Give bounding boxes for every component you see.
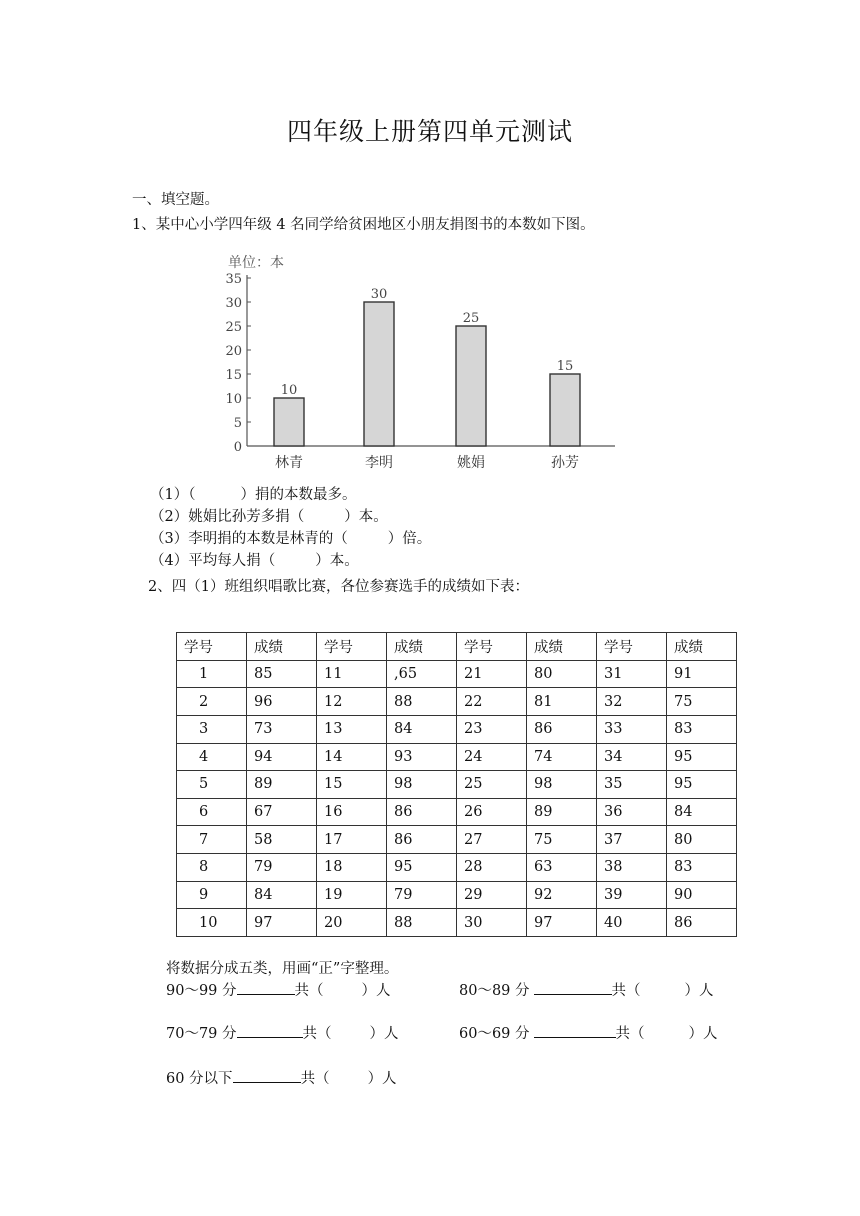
table-cell: 86	[387, 798, 457, 826]
table-cell: 18	[317, 854, 387, 882]
table-cell: 86	[667, 909, 737, 937]
table-cell: 98	[527, 771, 597, 799]
table-cell: 24	[457, 743, 527, 771]
table-cell: 58	[247, 826, 317, 854]
table-header-cell: 成绩	[247, 633, 317, 661]
tally-group-60-69: 60～69 分 共（ ）人	[459, 1022, 718, 1043]
table-cell: 25	[457, 771, 527, 799]
table-row	[177, 881, 737, 909]
table-cell: 67	[247, 798, 317, 826]
score-table	[176, 632, 737, 937]
table-cell: 35	[597, 771, 667, 799]
table-cell: 83	[667, 854, 737, 882]
page-title: 四年级上册第四单元测试	[286, 117, 573, 146]
bar-data-label: 10	[280, 383, 298, 398]
table-cell: 38	[597, 854, 667, 882]
table-row	[177, 854, 737, 882]
table-cell: 10	[177, 909, 247, 937]
table-cell: 32	[597, 688, 667, 716]
question-1-stem: 1、某中心小学四年级 4 名同学给贫困地区小朋友捐图书的本数如下图。	[132, 217, 595, 233]
table-cell: 30	[457, 909, 527, 937]
tally-group-below-60: 60 分以下 共（ ）人	[166, 1067, 397, 1088]
table-cell: 79	[247, 854, 317, 882]
y-tick-label: 25	[225, 320, 242, 335]
table-cell: 14	[317, 743, 387, 771]
table-cell: 86	[387, 826, 457, 854]
tally-group-70-79: 70～79 分 共（ ）人	[166, 1022, 399, 1043]
y-tick-label: 15	[225, 368, 242, 383]
table-cell: 13	[317, 715, 387, 743]
table-cell: 16	[317, 798, 387, 826]
y-tick-label: 20	[225, 344, 242, 359]
bar-data-label: 30	[370, 287, 388, 302]
table-cell: 84	[247, 881, 317, 909]
table-cell: 6	[177, 798, 247, 826]
table-cell: 31	[597, 660, 667, 688]
table-cell: 7	[177, 826, 247, 854]
table-cell: 93	[387, 743, 457, 771]
table-cell: 88	[387, 909, 457, 937]
table-header-row	[177, 633, 737, 661]
y-tick-label: 10	[225, 392, 242, 407]
table-cell: 98	[387, 771, 457, 799]
table-cell: 40	[597, 909, 667, 937]
bar	[274, 398, 304, 446]
table-cell: 74	[527, 743, 597, 771]
table-header-cell: 学号	[597, 633, 667, 661]
y-tick-label: 0	[233, 440, 242, 455]
table-cell: 37	[597, 826, 667, 854]
y-tick-label: 30	[225, 296, 242, 311]
table-cell: 80	[527, 660, 597, 688]
table-cell: 11	[317, 660, 387, 688]
table-cell: 29	[457, 881, 527, 909]
bar-data-label: 25	[462, 311, 480, 326]
table-cell: 97	[527, 909, 597, 937]
table-header-cell: 学号	[177, 633, 247, 661]
bar	[364, 302, 394, 446]
table-cell: 12	[317, 688, 387, 716]
table-cell: 95	[387, 854, 457, 882]
table-cell: 84	[667, 798, 737, 826]
y-tick-label: 35	[225, 272, 242, 287]
table-row	[177, 798, 737, 826]
category-label: 林青	[275, 455, 303, 471]
table-cell: 5	[177, 771, 247, 799]
table-cell: 80	[667, 826, 737, 854]
table-cell: 20	[317, 909, 387, 937]
table-cell: 95	[667, 771, 737, 799]
table-cell: 26	[457, 798, 527, 826]
sub-question-4: （4）平均每人捐（ ）本。	[150, 553, 359, 569]
table-header-cell: 成绩	[387, 633, 457, 661]
table-cell: 4	[177, 743, 247, 771]
category-label: 李明	[365, 455, 393, 471]
table-cell: 8	[177, 854, 247, 882]
table-cell: 81	[527, 688, 597, 716]
table-row	[177, 909, 737, 937]
category-label: 姚娟	[457, 455, 485, 471]
table-cell: 89	[247, 771, 317, 799]
table-cell: 17	[317, 826, 387, 854]
tally-group-90-99: 90～99 分 共（ ）人	[166, 979, 391, 1000]
question-2-stem: 2、四（1）班组织唱歌比赛，各位参赛选手的成绩如下表：	[148, 579, 529, 595]
table-cell: 22	[457, 688, 527, 716]
unit-label: 单位：本	[228, 255, 284, 271]
table-cell: 1	[177, 660, 247, 688]
tally-group-80-89: 80～89 分 共（ ）人	[459, 979, 714, 1000]
table-cell: 86	[527, 715, 597, 743]
table-cell: 15	[317, 771, 387, 799]
table-cell: 19	[317, 881, 387, 909]
table-cell: 84	[387, 715, 457, 743]
y-tick-label: 5	[233, 416, 242, 431]
bar	[456, 326, 486, 446]
table-row	[177, 771, 737, 799]
table-cell: 9	[177, 881, 247, 909]
table-row	[177, 660, 737, 688]
table-header-cell: 学号	[317, 633, 387, 661]
table-cell: 73	[247, 715, 317, 743]
table-cell: 21	[457, 660, 527, 688]
instruction: 将数据分成五类，用画“正”字整理。	[166, 961, 399, 977]
sub-question-3: （3）李明捐的本数是林青的（ ）倍。	[150, 531, 432, 547]
section-heading: 一、填空题。	[132, 192, 219, 208]
bar-chart	[200, 245, 620, 475]
table-row	[177, 826, 737, 854]
table-cell: 33	[597, 715, 667, 743]
table-cell: 3	[177, 715, 247, 743]
bar-data-label: 15	[556, 359, 574, 374]
table-header-cell: 成绩	[667, 633, 737, 661]
table-header-cell: 成绩	[527, 633, 597, 661]
table-cell: ,65	[387, 660, 457, 688]
table-cell: 79	[387, 881, 457, 909]
table-cell: 75	[527, 826, 597, 854]
table-cell: 92	[527, 881, 597, 909]
table-header-cell: 学号	[457, 633, 527, 661]
table-row	[177, 743, 737, 771]
table-cell: 83	[667, 715, 737, 743]
table-cell: 85	[247, 660, 317, 688]
table-cell: 23	[457, 715, 527, 743]
table-cell: 91	[667, 660, 737, 688]
table-cell: 34	[597, 743, 667, 771]
table-cell: 95	[667, 743, 737, 771]
table-row	[177, 688, 737, 716]
bar	[550, 374, 580, 446]
category-label: 孙芳	[551, 455, 579, 471]
table-cell: 90	[667, 881, 737, 909]
table-row	[177, 715, 737, 743]
sub-question-2: （2）姚娟比孙芳多捐（ ）本。	[150, 509, 388, 525]
table-cell: 88	[387, 688, 457, 716]
table-cell: 96	[247, 688, 317, 716]
table-cell: 89	[527, 798, 597, 826]
table-cell: 75	[667, 688, 737, 716]
table-cell: 2	[177, 688, 247, 716]
table-cell: 27	[457, 826, 527, 854]
table-cell: 94	[247, 743, 317, 771]
sub-question-1: （1）（ ）捐的本数最多。	[150, 487, 357, 503]
table-cell: 28	[457, 854, 527, 882]
table-cell: 63	[527, 854, 597, 882]
table-cell: 36	[597, 798, 667, 826]
table-cell: 39	[597, 881, 667, 909]
table-cell: 97	[247, 909, 317, 937]
